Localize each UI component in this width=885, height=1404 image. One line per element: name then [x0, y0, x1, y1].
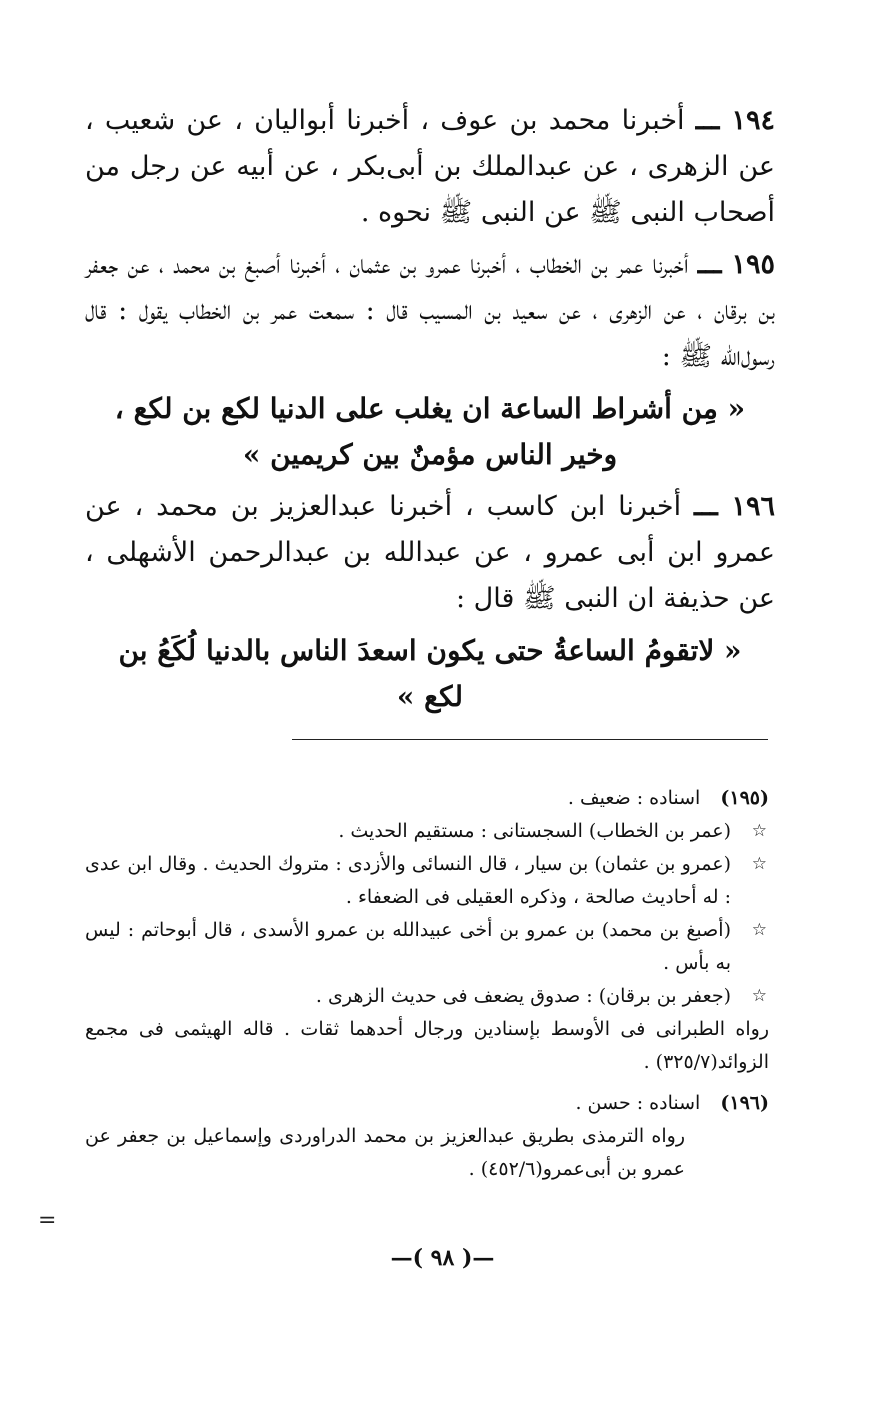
narrator-note-text: (عمر بن الخطاب) السجستانى : مستقيم الحديث . — [338, 820, 731, 842]
margin-mark: = — [38, 1208, 57, 1233]
footnote-label: (١٩٦) — [720, 1092, 769, 1114]
footnote-196-head — [85, 1087, 769, 1120]
quote-line: « مِن أشراط الساعة ان يغلب على الدنيا لكع بن لكع ، — [114, 392, 746, 425]
star-icon: ☆ — [751, 920, 767, 940]
narrator-note — [85, 848, 769, 914]
hadith-quote-196 — [85, 628, 775, 720]
entry-text: أخبرنا محمد بن عوف ، أخبرنا أبواليان ، عن شعيب ، عن الزهرى ، عن عبدالملك بن أبى‌بكر ، عن أبيه عن رجل من أصحاب النبى ﷺ عن النبى ﷺ نحوه . — [85, 105, 775, 228]
footnote-196-source: رواه الترمذى بطريق عبدالعزيز بن محمد الدراوردى وإسماعيل بن جعفر عن عمرو بن أبى‌عمرو(٤٥٢/٦) . — [85, 1125, 685, 1180]
narrator-note-text: (عمرو بن عثمان) بن سيار ، قال النسائى والأزدى : متروك الحديث . وقال ابن عدى : له أحاديث صالحة ، وذكره العقيلى فى الضعفاء . — [85, 853, 731, 908]
narrator-note — [85, 980, 769, 1013]
narrator-note — [85, 815, 769, 848]
quote-line: لكع » — [396, 680, 464, 713]
footnote-grade: اسناده : حسن . — [575, 1092, 701, 1114]
spacer — [85, 1079, 769, 1087]
entry-number: ١٩٤ ـــ — [695, 105, 775, 136]
entry-text: أخبرنا عمر بن الخطاب ، أخبرنا عمرو بن عثمان ، أخبرنا أصبغ بن محمد ، عن جعفر بن برقان ، عن الزهرى ، عن سعيد بن المسيب قال : سمعت عمر بن الخطاب يقول : قال رسول‌الله ﷺ : — [85, 249, 775, 372]
page-number: —( ٩٨ )— — [390, 1245, 495, 1271]
star-icon: ☆ — [751, 821, 767, 841]
entry-number: ١٩٦ ـــ — [694, 491, 775, 522]
footnote-label: (١٩٥) — [720, 787, 769, 809]
footnote-separator — [292, 739, 768, 740]
main-text — [85, 98, 775, 720]
narrator-note-text: (أصبغ بن محمد) بن عمرو بن أخى عبيدالله بن عمرو الأسدى ، قال أبوحاتم : ليس به بأس . — [85, 919, 731, 974]
narrator-note — [85, 914, 769, 980]
star-icon: ☆ — [751, 986, 767, 1006]
entry-number: ١٩٥ ـــ — [697, 249, 776, 280]
entry-text: أخبرنا ابن كاسب ، أخبرنا عبدالعزيز بن محمد ، عن عمرو ابن أبى عمرو ، عن عبدالله بن عبدالرحمن الأشهلى ، عن حذيفة ان النبى ﷺ قال : — [85, 491, 775, 614]
star-icon: ☆ — [751, 854, 767, 874]
footnote-195-head — [85, 782, 769, 815]
hadith-entry-196 — [85, 484, 775, 622]
hadith-quote-195 — [85, 386, 775, 478]
narrator-note-text: (جعفر بن برقان) : صدوق يضعف فى حديث الزهرى . — [315, 985, 731, 1007]
footnote-grade: اسناده : ضعيف . — [567, 787, 701, 809]
quote-line: « لاتقومُ الساعةُ حتى يكون اسعدَ الناس بالدنيا لُكَعُ بن — [118, 634, 742, 667]
hadith-entry-194 — [85, 98, 775, 236]
hadith-entry-195 — [85, 242, 775, 380]
footnotes — [85, 782, 769, 1186]
quote-line: وخير الناس مؤمنٌ بين كريمين » — [242, 438, 618, 471]
footnote-195-source: رواه الطبرانى فى الأوسط بإسنادين ورجال أحدهما ثقات . قاله الهيثمى فى مجمع الزوائد(٣٢٥/٧) . — [85, 1018, 769, 1073]
